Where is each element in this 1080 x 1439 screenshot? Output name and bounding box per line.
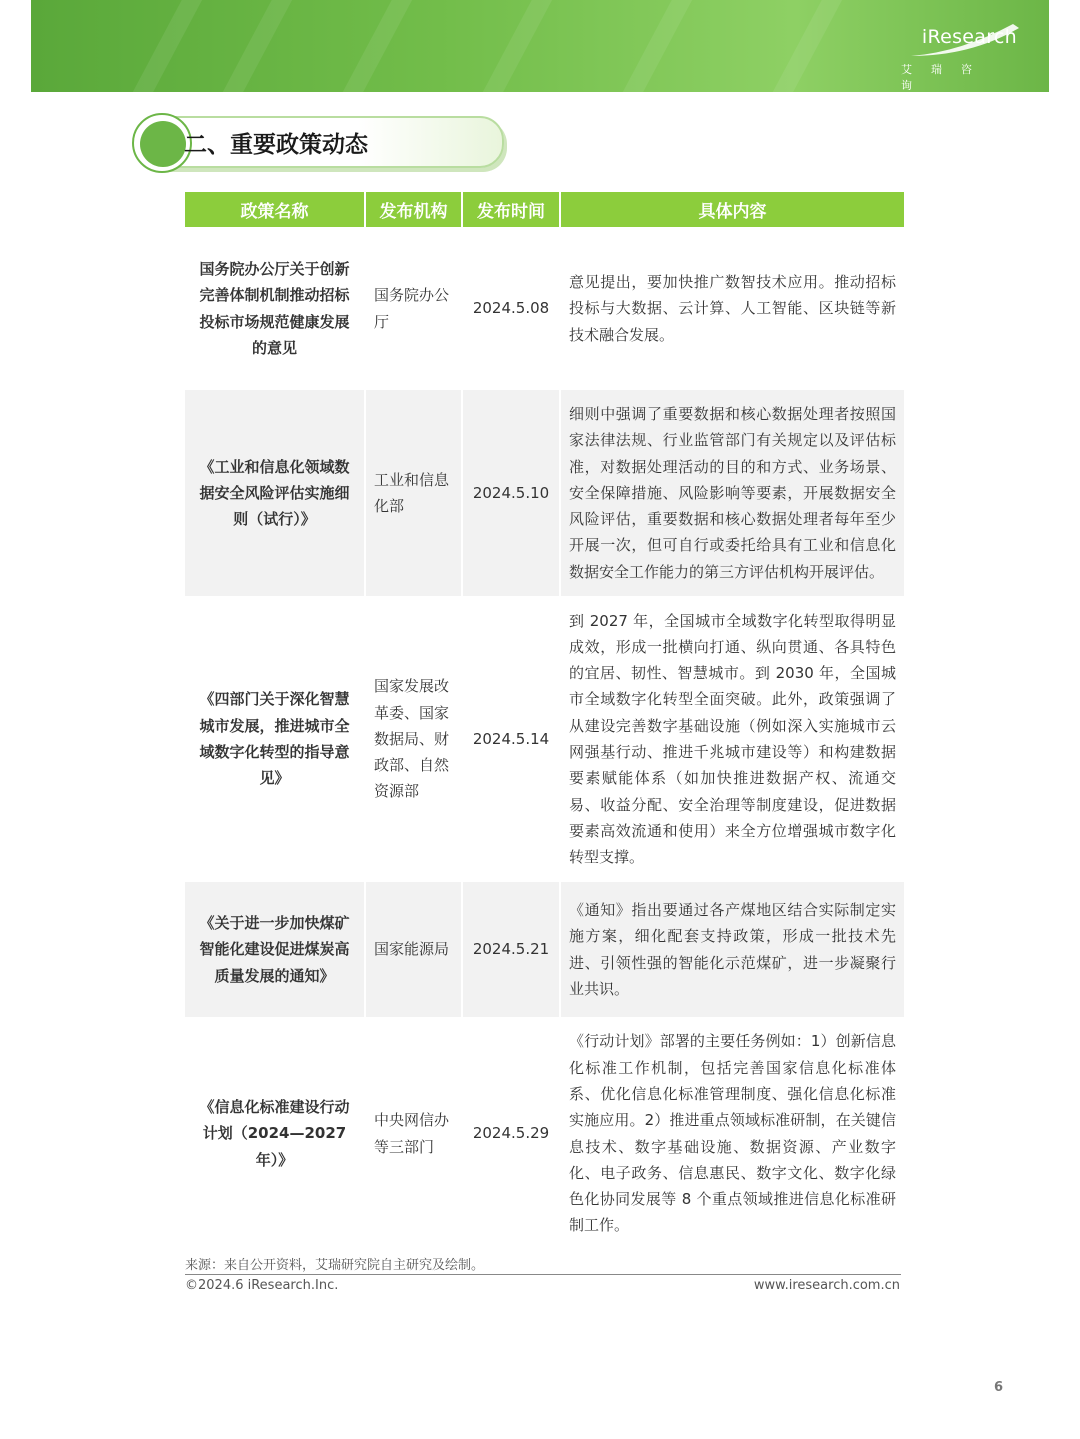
column-header-content: 具体内容 bbox=[561, 192, 904, 227]
policy-date: 2024.5.08 bbox=[463, 227, 561, 390]
page-number: 6 bbox=[994, 1380, 1004, 1395]
policy-name: 国务院办公厅关于创新完善体制机制推动招标投标市场规范健康发展的意见 bbox=[185, 227, 366, 390]
logo-subtitle: 艾瑞咨询 bbox=[901, 63, 991, 92]
column-header-agency: 发布机构 bbox=[366, 192, 463, 227]
column-header-date: 发布时间 bbox=[463, 192, 561, 227]
policy-table bbox=[185, 192, 904, 1250]
policy-content: 到 2027 年，全国城市全域数字化转型取得明显成效，形成一批横向打通、纵向贯通、各具特色的宜居、韧性、智慧城市。到 2030 年，全国城市全域数字化转型全面突破。此外，政策强调了从建设完善数字基础设施（例如深入实施城市云网强基行动、推进千兆城市建设等）和构建数据要素赋能体系（如加快推进数据产权、流通交易、收益分配、安全治理等制度建设，促进数据要素高效流通和使用）来全方位增强城市数字化转型支撑。 bbox=[569, 611, 896, 867]
banner-stripe bbox=[595, 0, 705, 92]
logo-brand: iResearch bbox=[921, 26, 1017, 48]
policy-agency: 国务院办公厅 bbox=[366, 227, 463, 390]
policy-name: 《信息化标准建设行动计划（2024—2027年）》 bbox=[185, 1017, 366, 1250]
policy-date: 2024.5.21 bbox=[463, 882, 561, 1017]
table-row bbox=[185, 1017, 904, 1250]
policy-date: 2024.5.10 bbox=[463, 390, 561, 596]
policy-content: 细则中强调了重要数据和核心数据处理者按照国家法律法规、行业监管部门有关规定以及评估标准，对数据处理活动的目的和方式、业务场景、安全保障措施、风险影响等要素，开展数据安全风险评估，重要数据和核心数据处理者每年至少开展一次，但可自行或委托给具有工业和信息化数据安全工作能力的第三方评估机构开展评估。 bbox=[561, 390, 904, 596]
policy-date: 2024.5.14 bbox=[463, 596, 561, 882]
policy-content: 《行动计划》部署的主要任务例如：1）创新信息化标准工作机制，包括完善国家信息化标准体系、优化信息化标准管理制度、强化信息化标准实施应用。2）推进重点领域标准研制，在关键信息技术、数字基础设施、数据资源、产业数字化、电子政务、信息惠民、数字文化、数字化绿色化协同发展等 8 个重点领域推进信息化标准研制工作。 bbox=[569, 1032, 896, 1235]
section-heading bbox=[132, 113, 504, 169]
table-row bbox=[185, 390, 904, 596]
policy-date: 2024.5.29 bbox=[463, 1017, 561, 1250]
table-header-row bbox=[185, 192, 904, 227]
policy-name: 《工业和信息化领域数据安全风险评估实施细则（试行）》 bbox=[185, 390, 366, 596]
column-header-policy-name: 政策名称 bbox=[185, 192, 366, 227]
section-heading-ring bbox=[132, 113, 192, 173]
iresearch-logo bbox=[901, 22, 1019, 92]
policy-agency: 国家发展改革委、国家数据局、财政部、自然资源部 bbox=[366, 596, 463, 882]
section-title: 二、重要政策动态 bbox=[184, 132, 368, 158]
policy-agency: 国家能源局 bbox=[366, 882, 463, 1017]
banner-stripe bbox=[745, 0, 855, 92]
website-link[interactable]: www.iresearch.com.cn bbox=[753, 1278, 900, 1293]
table-row bbox=[185, 596, 904, 882]
policy-agency: 工业和信息化部 bbox=[366, 390, 463, 596]
banner-stripe bbox=[315, 0, 425, 92]
policy-name: 《四部门关于深化智慧城市发展，推进城市全域数字化转型的指导意见》 bbox=[185, 596, 366, 882]
source-note: 来源：来自公开资料，艾瑞研究院自主研究及绘制。 bbox=[185, 1258, 485, 1273]
policy-name: 《关于进一步加快煤矿智能化建设促进煤炭高质量发展的通知》 bbox=[185, 882, 366, 1017]
footer-divider bbox=[185, 1274, 901, 1275]
header-banner bbox=[31, 0, 1049, 92]
table-row bbox=[185, 882, 904, 1017]
banner-stripe bbox=[105, 0, 215, 92]
copyright: ©2024.6 iResearch.Inc. bbox=[185, 1278, 339, 1293]
banner-stripe bbox=[195, 0, 305, 92]
policy-agency: 中央网信办等三部门 bbox=[366, 1017, 463, 1250]
table-row bbox=[185, 227, 904, 390]
policy-content: 《通知》指出要通过各产煤地区结合实际制定实施方案，细化配套支持政策，形成一批技术先进、引领性强的智能化示范煤矿，进一步凝聚行业共识。 bbox=[561, 882, 904, 1017]
policy-content: 意见提出，要加快推广数智技术应用。推动招标投标与大数据、云计算、人工智能、区块链等新技术融合发展。 bbox=[569, 273, 896, 344]
banner-stripe bbox=[455, 0, 565, 92]
section-heading-dot bbox=[140, 121, 186, 167]
